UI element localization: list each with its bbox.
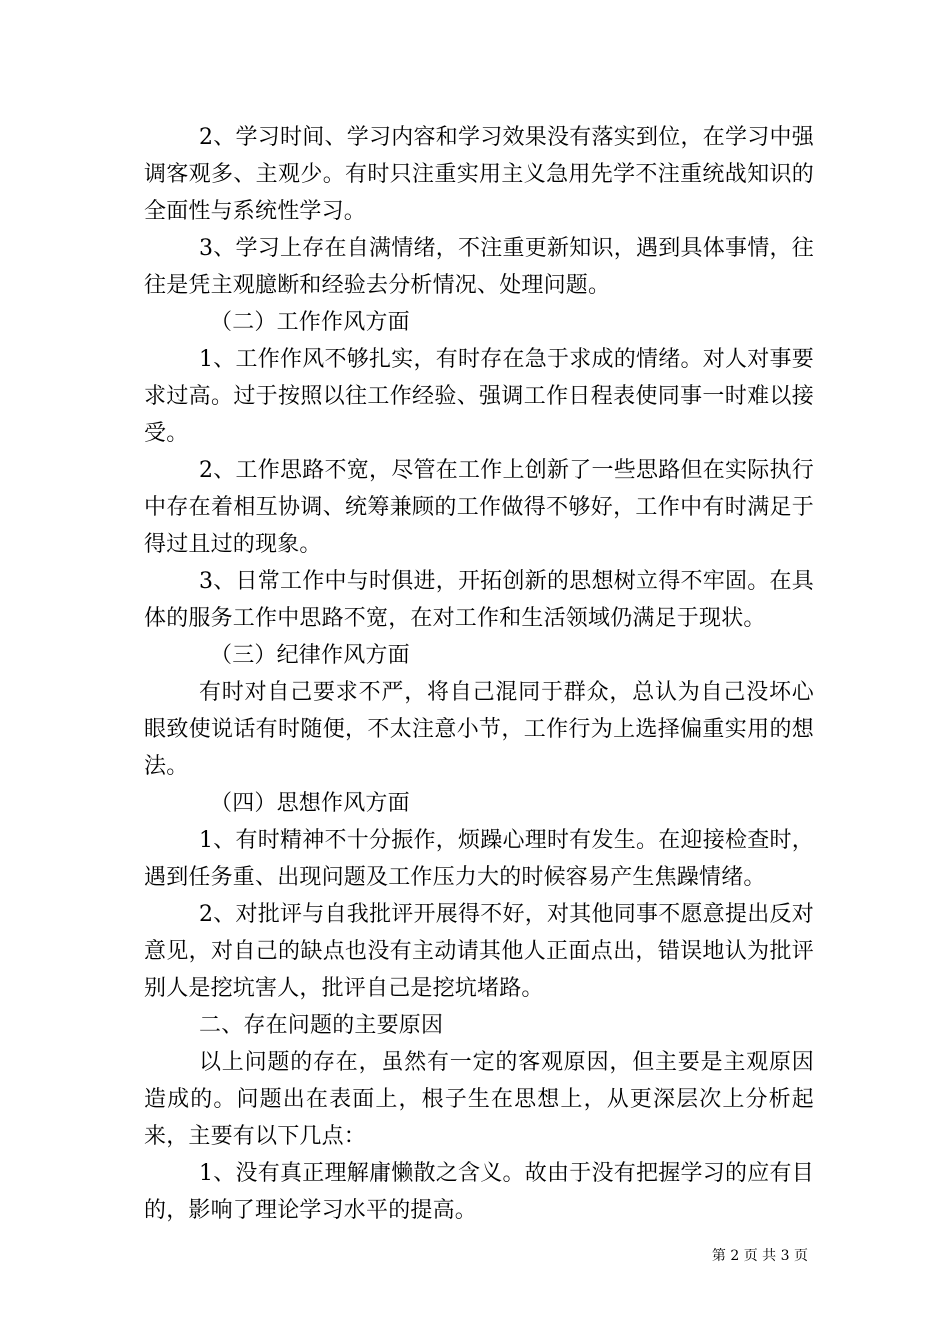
- section-heading: （二）工作作风方面: [210, 310, 410, 335]
- paragraph: 以上问题的存在，虽然有一定的客观原因，但主要是主观原因造成的。问题出在表面上，根子生在思想上，从更深层次上分析起来，主要有以下几点：: [144, 1050, 814, 1149]
- paragraph: 1、工作作风不够扎实，有时存在急于求成的情绪。对人对事要求过高。过于按照以往工作经验、强调工作日程表使同事一时难以接受。: [144, 347, 814, 446]
- paragraph: 2、对批评与自我批评开展得不好，对其他同事不愿意提出反对意见，对自己的缺点也没有主动请其他人正面点出，错误地认为批评别人是挖坑害人，批评自己是挖坑堵路。: [144, 902, 814, 1001]
- paragraph: 有时对自己要求不严，将自己混同于群众，总认为自己没坏心眼致使说话有时随便，不太注意小节，工作行为上选择偏重实用的想法。: [144, 680, 814, 779]
- paragraph: 3、日常工作中与时俱进，开拓创新的思想树立得不牢固。在具体的服务工作中思路不宽，在对工作和生活领域仍满足于现状。: [144, 569, 814, 631]
- section-heading: （三）纪律作风方面: [210, 643, 410, 668]
- document-body: [144, 119, 814, 1229]
- paragraph: 3、学习上存在自满情绪，不注重更新知识，遇到具体事情，往往是凭主观臆断和经验去分析情况、处理问题。: [144, 236, 814, 298]
- section-heading: （四）思想作风方面: [210, 791, 410, 816]
- paragraph: 2、工作思路不宽，尽管在工作上创新了一些思路但在实际执行中存在着相互协调、统筹兼顾的工作做得不够好，工作中有时满足于得过且过的现象。: [144, 458, 814, 557]
- section-title: 二、存在问题的主要原因: [199, 1013, 444, 1038]
- paragraph: 1、有时精神不十分振作，烦躁心理时有发生。在迎接检查时，遇到任务重、出现问题及工作压力大的时候容易产生焦躁情绪。: [144, 828, 814, 890]
- page-number-footer: 第 2 页 共 3 页: [711, 1248, 808, 1264]
- paragraph: 2、学习时间、学习内容和学习效果没有落实到位，在学习中强调客观多、主观少。有时只注重实用主义急用先学不注重统战知识的全面性与系统性学习。: [144, 125, 814, 224]
- paragraph: 1、没有真正理解庸懒散之含义。故由于没有把握学习的应有目的，影响了理论学习水平的提高。: [144, 1161, 814, 1223]
